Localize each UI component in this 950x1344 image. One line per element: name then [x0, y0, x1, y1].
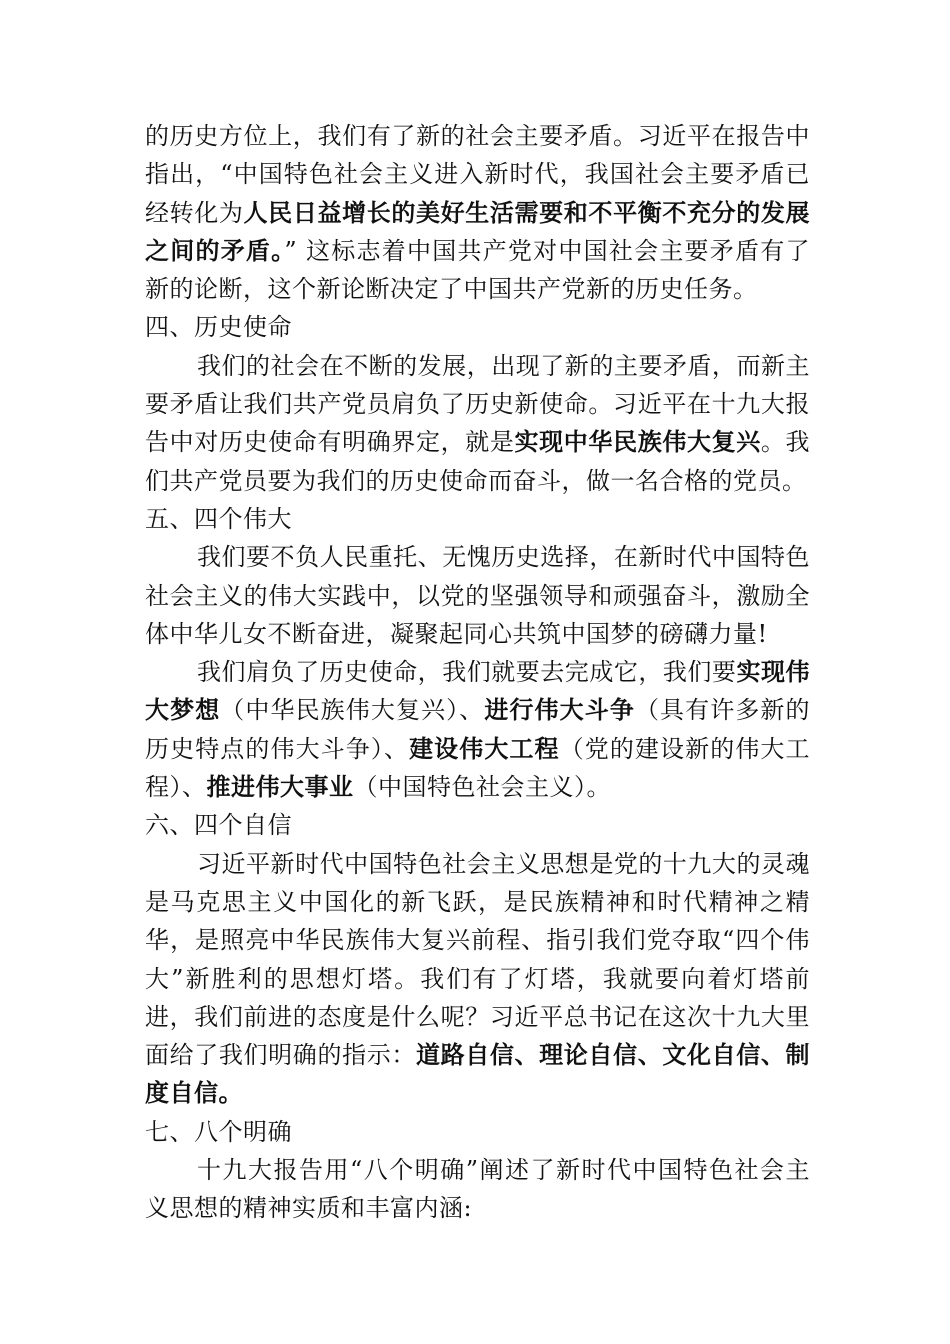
text-run: （中国特色社会主义）。 [353, 773, 611, 802]
bold-text-run: 推进伟大事业 [206, 773, 354, 802]
paragraph-contradiction [145, 117, 810, 308]
paragraph-mission [145, 347, 810, 500]
paragraph-four-greats-intro: 我们要不负人民重托、无愧历史选择，在新时代中国特色社会主义的伟大实践中，以党的坚强领导和顽强奋斗，激励全体中华儿女不断奋进，凝聚起同心共筑中国梦的磅礴力量! [145, 543, 810, 648]
text-run: 我们的社会在不断的发展，出现了新的主要矛盾，而新主要矛盾让我们共产党员肩负了历史新使命。习近平在十九大报告中对历史使命有明确界定，就是 [145, 351, 810, 457]
bold-text-run: 进行伟大斗争 [484, 696, 635, 725]
text-run: 。我们共产党员要为我们的历史使命而奋斗，做一名合格的党员。 [145, 428, 811, 495]
bold-text-run: 人民日益增长的美好生活需要和不平衡不充分的发展之间的矛盾。 [145, 198, 811, 265]
section-heading-6: 六、四个自信 [145, 811, 292, 840]
section-heading-5: 五、四个伟大 [145, 504, 292, 533]
text-run: 习近平新时代中国特色社会主义思想是党的十九大的灵魂是马克思主义中国化的新飞跃，是民族精神和时代精神之精华，是照亮中华民族伟大复兴前程、指引我们党夺取“四个伟大”新胜利的思想灯塔。我们有了灯塔，我就要向着灯塔前进，我们前进的态度是什么呢？习近平总书记在这次十九大里面给了我们明确的指示： [145, 849, 810, 1070]
section-heading-7: 七、八个明确 [145, 1117, 292, 1146]
document-page [145, 117, 810, 1228]
text-run: （具有许多新的历史特点的伟大斗争）、 [145, 696, 811, 763]
text-run: 我们肩负了历史使命，我们就要去完成它，我们要 [197, 658, 737, 687]
bold-text-run: 道路自信、理论自信、文化自信、制度自信。 [145, 1041, 811, 1108]
bold-text-run: 实现伟大梦想 [145, 658, 811, 725]
text-run: （党的建设新的伟大工程）、 [145, 734, 811, 802]
paragraph-four-confidences [145, 845, 810, 1113]
text-run: ” 这标志着中国共产党对中国社会主要矛盾有了新的论断，这个新论断决定了中国共产党新的历史任务。 [145, 236, 810, 304]
section-heading-4: 四、历史使命 [145, 313, 292, 342]
paragraph-four-greats [145, 653, 810, 806]
paragraph-eight-clarifications: 十九大报告用“八个明确”阐述了新时代中国特色社会主义思想的精神实质和丰富内涵: [145, 1156, 810, 1223]
text-run: （中华民族伟大复兴）、 [220, 696, 485, 725]
bold-text-run: 建设伟大工程 [409, 734, 560, 763]
bold-text-run: 实现中华民族伟大复兴 [514, 428, 761, 457]
text-run: 的历史方位上，我们有了新的社会主要矛盾。习近平在报告中指出，“中国特色社会主义进入新时代，我国社会主要矛盾已经转化为 [145, 122, 810, 227]
